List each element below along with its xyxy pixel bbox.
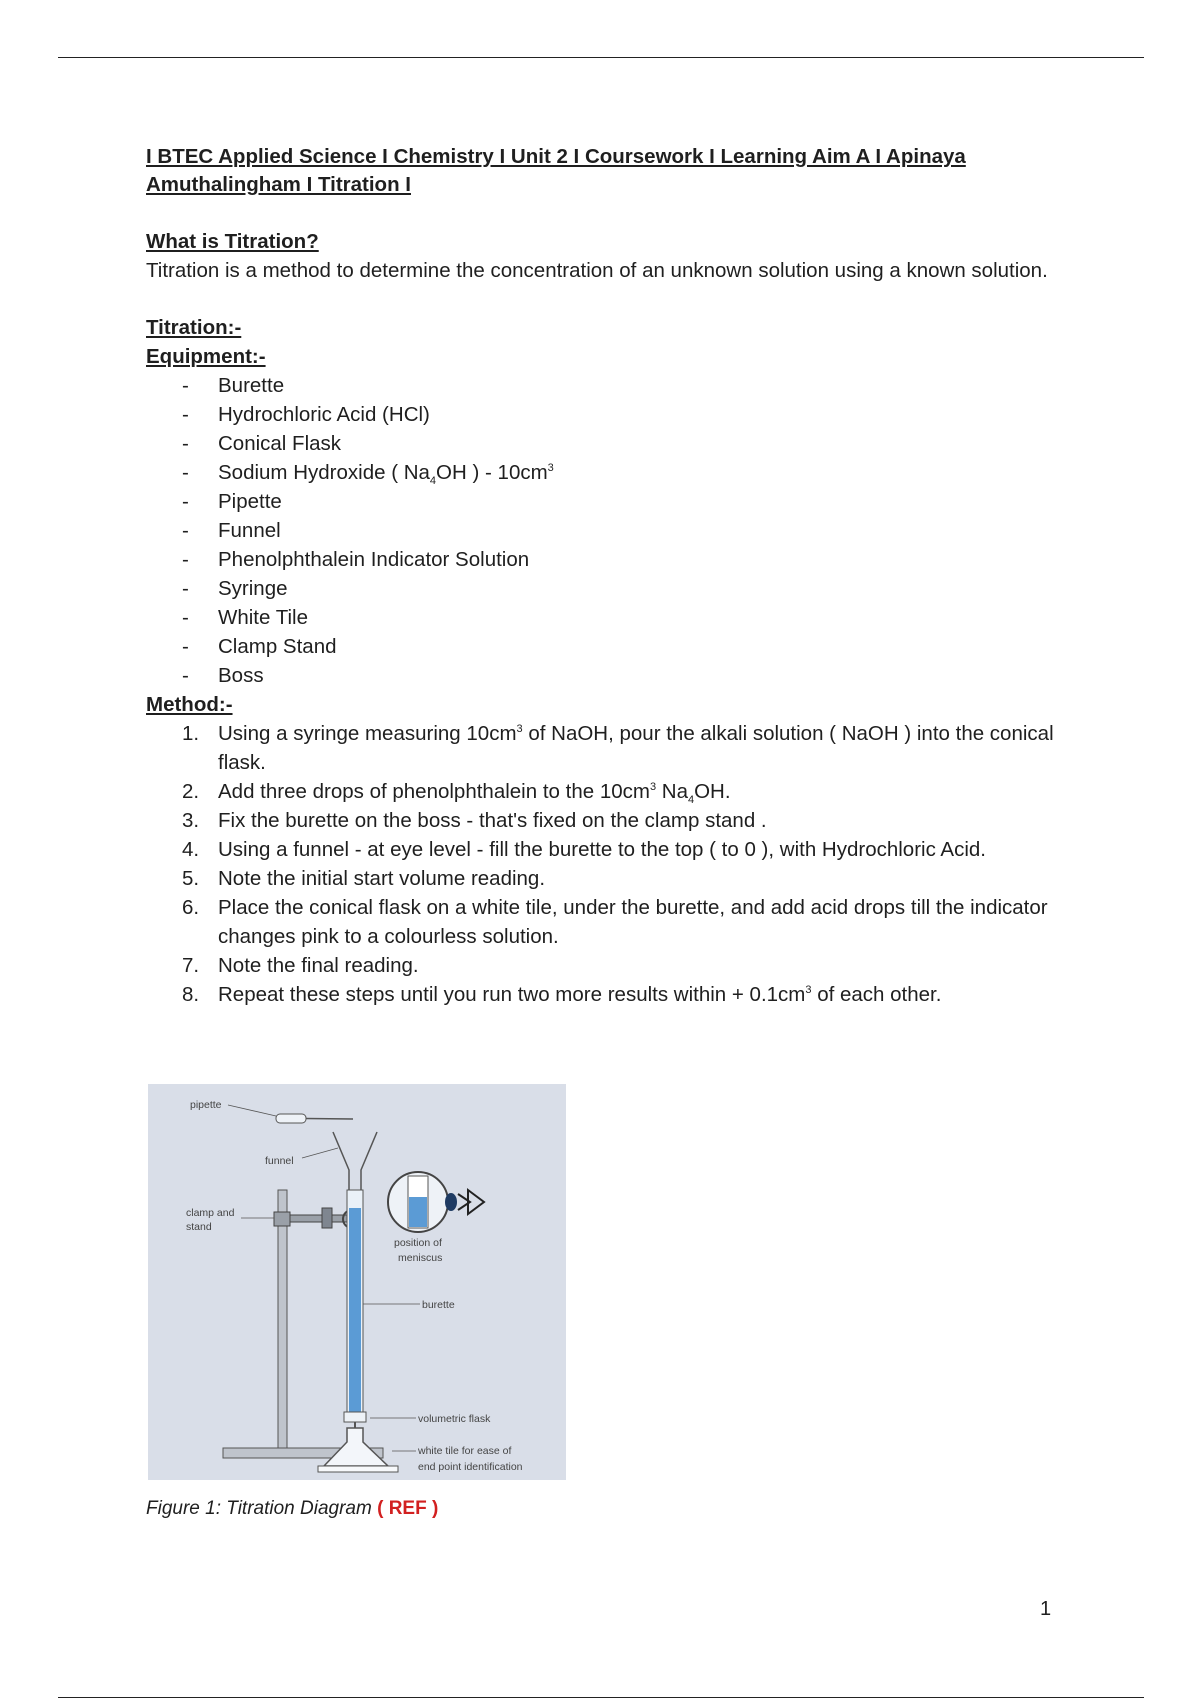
naoh-mid: OH ) - 10cm [436,461,548,484]
method-step [146,806,1076,835]
step-sup: 3 [805,984,812,997]
step-number: 6. [182,896,200,919]
list-item: - Boss [146,661,1076,690]
method-list [146,719,1076,1009]
list-item: - Phenolphthalein Indicator Solution [146,545,1076,574]
top-rule [58,57,1144,58]
equipment-heading: Equipment:- [146,345,266,368]
funnel-label: funnel [265,1155,294,1167]
titration-heading: Titration:- [146,316,242,339]
meniscus-label-line1: position of [394,1237,442,1249]
method-step [146,864,1076,893]
list-item: - Hydrochloric Acid (HCl) [146,400,1076,429]
step-text: Note the initial start volume reading. [218,867,546,890]
step-number: 5. [182,867,200,890]
figure-caption [146,1498,438,1520]
method-step [146,980,1076,1009]
list-item: - Funnel [146,516,1076,545]
step-text: Repeat these steps until you run two more results within + 0.1cm [218,983,806,1006]
list-item: - Syringe [146,574,1076,603]
naoh-prefix: Sodium Hydroxide ( Na [218,461,430,484]
step-text: Using a syringe measuring 10cm [218,722,517,745]
method-step [146,719,1076,777]
naoh-sub: 4 [429,475,437,488]
list-item: - Burette [146,371,1076,400]
caption-text: Figure 1: Titration Diagram [146,1498,372,1519]
step-number: 1. [182,722,200,745]
tile-label-line1: white tile for ease of [418,1445,512,1457]
titration-diagram [148,1084,566,1480]
step-sup: 3 [516,723,523,736]
list-item: - Conical Flask [146,429,1076,458]
bottom-rule [58,1697,1144,1698]
list-item [146,458,1076,487]
page-number: 1 [1040,1598,1052,1620]
step-sub: 4 [687,794,695,807]
step-text: Na [656,780,688,803]
ref-link[interactable]: ( REF ) [377,1498,439,1519]
method-step [146,951,1076,980]
step-text: of NaOH, pour the alkali solution ( NaOH ) into the conical flask. [218,722,1054,774]
titration-diagram-svg [148,1084,566,1480]
method-step [146,893,1076,951]
step-text: Fix the burette on the boss - that's fixed on the clamp stand . [218,809,767,832]
list-item: - White Tile [146,603,1076,632]
burette-label: burette [422,1299,455,1311]
step-text: Add three drops of phenolphthalein to the 10cm [218,780,650,803]
method-step [146,777,1076,806]
document-body [146,143,1076,1009]
step-number: 8. [182,983,200,1006]
pipette-label: pipette [190,1099,222,1111]
step-text: Place the conical flask on a white tile, under the burette, and add acid drops till the indicator changes pink to a colourless solution. [218,896,1048,948]
clamp-label-line1: clamp and [186,1207,235,1219]
step-number: 2. [182,780,200,803]
intro-heading: What is Titration? [146,230,319,253]
step-number: 7. [182,954,200,977]
naoh-sup: 3 [547,462,554,475]
clamp-label-line2: stand [186,1221,212,1233]
step-text: of each other. [811,983,942,1006]
list-item: - Clamp Stand [146,632,1076,661]
step-number: 4. [182,838,200,861]
equipment-list [146,371,1076,690]
step-text: OH. [694,780,731,803]
step-number: 3. [182,809,200,832]
meniscus-label-line2: meniscus [398,1252,443,1264]
document-title: I BTEC Applied Science I Chemistry I Unit 2 I Coursework I Learning Aim A I Apinaya Amuthalingham I Titration I [146,145,966,196]
intro-text: Titration is a method to determine the concentration of an unknown solution using a known solution. [146,259,1048,282]
method-heading: Method:- [146,693,233,716]
method-step [146,835,1076,864]
step-sup: 3 [649,781,657,794]
step-text: Using a funnel - at eye level - fill the burette to the top ( to 0 ), with Hydrochloric Acid. [218,838,986,861]
step-text: Note the final reading. [218,954,419,977]
tile-label-line2: end point identification [418,1461,523,1473]
list-item: - Pipette [146,487,1076,516]
flask-label: volumetric flask [418,1413,491,1425]
